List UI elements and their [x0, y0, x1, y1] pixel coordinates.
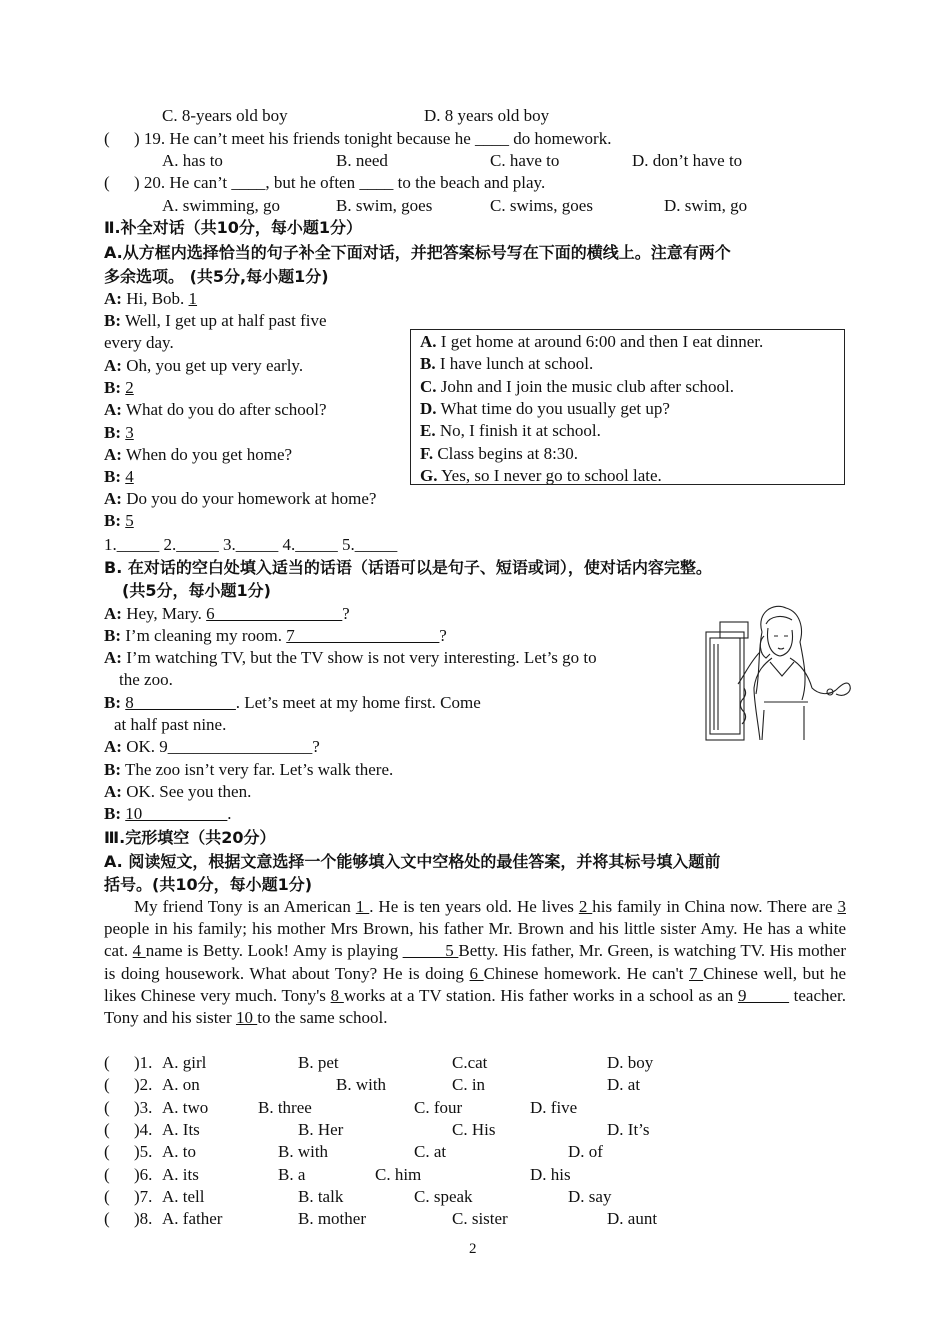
q20-stem: ) 20. He can’t ____, but he often ____ to the beach and play.	[134, 173, 546, 192]
speaker-label: B:	[104, 626, 121, 645]
answer-blank[interactable]: 7_________________	[286, 626, 440, 645]
dialogue-text: Hey, Mary.	[126, 604, 207, 623]
option-key: C.	[420, 376, 437, 396]
dialogue-a-line	[104, 488, 376, 510]
passage-text: works at a TV station. His father works in a school as an	[343, 985, 738, 1005]
question-option: C. sister	[452, 1209, 508, 1229]
section-3-title: Ⅲ.完形填空（共20分）	[104, 828, 276, 847]
dialogue-a-line	[104, 510, 134, 532]
q19-option-c: C. have to	[490, 151, 560, 170]
dialogue-a-line	[104, 377, 134, 399]
answer-blank[interactable]: 6_______________	[206, 604, 343, 623]
dialogue-b-line	[104, 781, 251, 803]
option-key: B.	[420, 354, 436, 374]
speaker-label: A:	[104, 489, 122, 508]
dialogue-a-line	[104, 355, 303, 377]
speaker-label: A:	[104, 400, 122, 419]
passage-text: Betty. His father, Mr. Green, is watching TV. His mother is doing housework. What about Tony? He is doing	[104, 941, 846, 983]
dialogue-text: . Let’s meet at my home first. Come	[235, 693, 481, 712]
question-option: A. on	[162, 1075, 200, 1095]
option-text: Yes, so I never go to school late.	[441, 465, 662, 485]
answer-paren[interactable]: (	[104, 1186, 110, 1206]
passage-text: name is Betty. Look! Amy is playing	[145, 941, 403, 961]
speaker-label: A:	[104, 648, 122, 667]
passage-text: teacher. Tony and his sister	[104, 985, 847, 1028]
question-option: D. his	[530, 1164, 571, 1184]
option-a	[420, 331, 763, 353]
dialogue-a-line	[104, 466, 134, 488]
dialogue-text: ?	[439, 626, 447, 645]
answer-blank[interactable]: 4	[125, 467, 134, 486]
question-option: B. with	[278, 1142, 329, 1162]
answer-paren[interactable]: (	[104, 1097, 110, 1117]
answer-blank[interactable]: 3	[125, 423, 134, 442]
passage-text: . He is ten years old. He lives	[369, 897, 579, 916]
answer-blank[interactable]: 8____________	[125, 693, 236, 712]
question-option: A. girl	[162, 1053, 207, 1072]
question-option: B. mother	[298, 1209, 366, 1229]
question-option: C. His	[452, 1119, 496, 1139]
q19-paren[interactable]: (	[104, 129, 110, 148]
option-g	[420, 465, 662, 487]
dialogue-text: at half past nine.	[114, 715, 227, 734]
dialogue-a-line	[104, 422, 134, 444]
question-option: A. father	[162, 1209, 223, 1229]
cloze-blank[interactable]: 2	[578, 897, 593, 916]
dialogue-b-line	[104, 803, 232, 825]
question-option: B. a	[278, 1164, 306, 1184]
question-option: A. to	[162, 1142, 196, 1162]
speaker-label: B:	[104, 804, 121, 823]
cloze-blank[interactable]: 9_____	[737, 985, 789, 1005]
question-option: D. five	[530, 1097, 578, 1117]
question-option: C. at	[414, 1142, 447, 1162]
question-option: A. tell	[162, 1186, 205, 1206]
section-2a-instructions: A.从方框内选择恰当的句子补全下面对话，并把答案标号写在下面的横线上。注意有两个	[104, 243, 731, 262]
speaker-label: B:	[104, 311, 121, 330]
option-key: E.	[420, 421, 436, 441]
dialogue-text: .	[227, 804, 232, 823]
question-option: A. its	[162, 1164, 199, 1184]
dialogue-b-line	[104, 603, 350, 625]
dialogue-text: The zoo isn’t very far. Let’s walk there.	[124, 760, 394, 779]
dialogue-text: OK. See you then.	[126, 782, 252, 801]
option-e	[420, 420, 601, 442]
passage-text: to the same school.	[257, 1008, 388, 1028]
dialogue-text: ?	[342, 604, 350, 623]
speaker-label: B:	[104, 423, 121, 442]
dialogue-b-line	[104, 625, 447, 647]
passage-text: My friend Tony is an American	[134, 897, 356, 916]
cloze-blank[interactable]: _____5	[402, 941, 459, 961]
cloze-blank[interactable]: 1	[355, 897, 370, 916]
option-text: I have lunch at school.	[439, 354, 594, 374]
passage-text: Chinese well, but he likes Chinese very much. Tony's	[104, 963, 847, 1005]
speaker-label: A:	[104, 356, 122, 375]
question-option: A. Its	[162, 1119, 200, 1139]
section-2a-instructions-2: 多余选项。 (共5分,每小题1分)	[104, 267, 329, 286]
answer-paren[interactable]: (	[104, 1119, 110, 1139]
dialogue-text: the zoo.	[119, 670, 173, 689]
question-number: )3.	[134, 1097, 153, 1117]
cloze-blank[interactable]: 7	[689, 963, 704, 983]
speaker-label: A:	[104, 782, 122, 801]
question-option: C. him	[375, 1164, 422, 1184]
dialogue-text: Do you do your homework at home?	[126, 489, 377, 508]
q18-option-d: D. 8 years old boy	[424, 106, 550, 125]
answer-blank[interactable]: 1	[188, 289, 198, 308]
dialogue-a-line	[104, 444, 292, 466]
option-text: John and I join the music club after school.	[440, 376, 734, 396]
passage-text: people in his family; his mother Mrs Brown, his father Mr. Brown and his little sister Amy. He has a white cat.	[104, 919, 846, 961]
q19-option-b: B. need	[336, 151, 388, 170]
q20-paren[interactable]: (	[104, 173, 110, 192]
question-option: D. say	[568, 1186, 612, 1206]
answer-paren[interactable]: (	[104, 1075, 110, 1095]
question-option: C.cat	[452, 1053, 488, 1072]
dialogue-text: Well, I get up at half past five	[124, 311, 327, 330]
answer-blank[interactable]: 5	[125, 511, 134, 530]
dialogue-text: OK. 9_________________	[126, 737, 313, 756]
section-2b-instructions: B. 在对话的空白处填入适当的话语（话语可以是句子、短语或词），使对话内容完整。	[104, 558, 712, 577]
page-number: 2	[469, 1241, 477, 1257]
dialogue-text: Oh, you get up very early.	[126, 356, 304, 375]
dialogue-a-line	[104, 288, 197, 310]
answer-paren[interactable]: (	[104, 1164, 110, 1184]
dialogue-b-line	[119, 669, 173, 691]
speaker-label: A:	[104, 604, 122, 623]
question-option: D. of	[568, 1142, 603, 1162]
dialogue-text: ?	[312, 737, 320, 756]
q18-option-c: C. 8-years old boy	[162, 106, 288, 125]
answer-paren[interactable]: (	[104, 1053, 110, 1072]
question-option: B. pet	[298, 1053, 339, 1072]
question-option: D. at	[607, 1075, 641, 1095]
question-option: C. speak	[414, 1186, 473, 1206]
cloze-blank[interactable]: 4	[132, 941, 146, 961]
speaker-label: B:	[104, 467, 121, 486]
option-text: What time do you usually get up?	[440, 398, 670, 418]
answer-paren[interactable]: (	[104, 1209, 110, 1229]
question-option: D. boy	[607, 1053, 654, 1072]
dialogue-b-line	[104, 692, 481, 714]
cloze-blank[interactable]: 10	[235, 1008, 258, 1028]
question-number: )4.	[134, 1119, 153, 1139]
option-key: G.	[420, 465, 438, 485]
question-option: A. two	[162, 1097, 209, 1117]
dialogue-text: Hi, Bob.	[126, 289, 189, 308]
dialogue-a-line	[104, 310, 394, 332]
q19-stem: ) 19. He can’t meet his friends tonight because he ____ do homework.	[134, 129, 612, 148]
option-text: No, I finish it at school.	[439, 421, 601, 441]
dialogue-b-line	[114, 714, 226, 736]
question-option: D. It’s	[607, 1119, 650, 1139]
q20-option-c: C. swims, goes	[490, 196, 593, 215]
question-number: )5.	[134, 1142, 153, 1162]
option-f	[420, 443, 578, 465]
q20-option-b: B. swim, goes	[336, 196, 433, 215]
dialogue-text: every day.	[104, 333, 174, 352]
section-3a-instructions: A. 阅读短文，根据文意选择一个能够填入文中空格处的最佳答案，并将其标号填入题前	[104, 852, 721, 871]
options-box	[410, 329, 845, 485]
answer-blanks[interactable]: 1._____ 2._____ 3._____ 4._____ 5._____	[104, 535, 398, 554]
section-2b-instructions-2: (共5分，每小题1分)	[122, 581, 271, 600]
cloze-passage	[104, 896, 846, 1029]
question-option: B. three	[258, 1097, 312, 1117]
section-3a-instructions-2: 括号。(共10分，每小题1分)	[104, 875, 313, 894]
option-key: A.	[420, 332, 437, 351]
dialogue-a-line	[104, 399, 327, 421]
speaker-label: B:	[104, 511, 121, 530]
speaker-label: A:	[104, 289, 122, 308]
question-number: )1.	[134, 1053, 153, 1072]
speaker-label: B:	[104, 378, 121, 397]
option-text: I get home at around 6:00 and then I eat dinner.	[440, 332, 764, 351]
question-number: )8.	[134, 1209, 153, 1229]
cloze-blank[interactable]: 3	[837, 897, 846, 916]
dialogue-b-line	[104, 759, 393, 781]
option-key: F.	[420, 443, 434, 463]
speaker-label: B:	[104, 760, 121, 779]
question-number: )7.	[134, 1186, 153, 1206]
question-number: )6.	[134, 1164, 153, 1184]
dialogue-a-line	[104, 332, 174, 354]
dialogue-text: What do you do after school?	[125, 400, 327, 419]
option-c	[420, 376, 734, 398]
dialogue-text: I’m cleaning my room.	[125, 626, 287, 645]
cloze-blank[interactable]: 6	[469, 963, 484, 983]
dialogue-b-line	[104, 736, 320, 758]
speaker-label: A:	[104, 445, 122, 464]
cloze-blank[interactable]: 8	[330, 985, 344, 1005]
option-key: D.	[420, 398, 437, 418]
dialogue-text: I’m watching TV, but the TV show is not very interesting. Let’s go to	[126, 648, 597, 667]
dialogue-text: When do you get home?	[125, 445, 293, 464]
q20-option-a: A. swimming, go	[162, 196, 281, 215]
answer-blank[interactable]: 10__________	[125, 804, 228, 823]
question-option: D. aunt	[607, 1209, 658, 1229]
speaker-label: B:	[104, 693, 121, 712]
dialogue-b-line	[104, 647, 597, 669]
q19-option-d: D. don’t have to	[632, 151, 743, 170]
q20-option-d: D. swim, go	[664, 196, 748, 215]
passage-text: Chinese homework. He can't	[483, 963, 689, 983]
answer-paren[interactable]: (	[104, 1142, 110, 1162]
question-option: B. Her	[298, 1119, 344, 1139]
option-d	[420, 398, 670, 420]
section-2-title: Ⅱ.补全对话（共10分，每小题1分）	[104, 218, 363, 237]
girl-on-phone-illustration	[704, 602, 854, 742]
option-b	[420, 353, 593, 375]
option-text: Class begins at 8:30.	[437, 443, 579, 463]
passage-text: his family in China now. There are	[592, 897, 838, 916]
question-option: B. with	[336, 1075, 387, 1095]
question-option: C. four	[414, 1097, 463, 1117]
question-option: C. in	[452, 1075, 486, 1095]
question-number: )2.	[134, 1075, 153, 1095]
speaker-label: A:	[104, 737, 122, 756]
answer-blank[interactable]: 2	[125, 378, 134, 397]
question-option: B. talk	[298, 1186, 344, 1206]
q19-option-a: A. has to	[162, 151, 223, 170]
